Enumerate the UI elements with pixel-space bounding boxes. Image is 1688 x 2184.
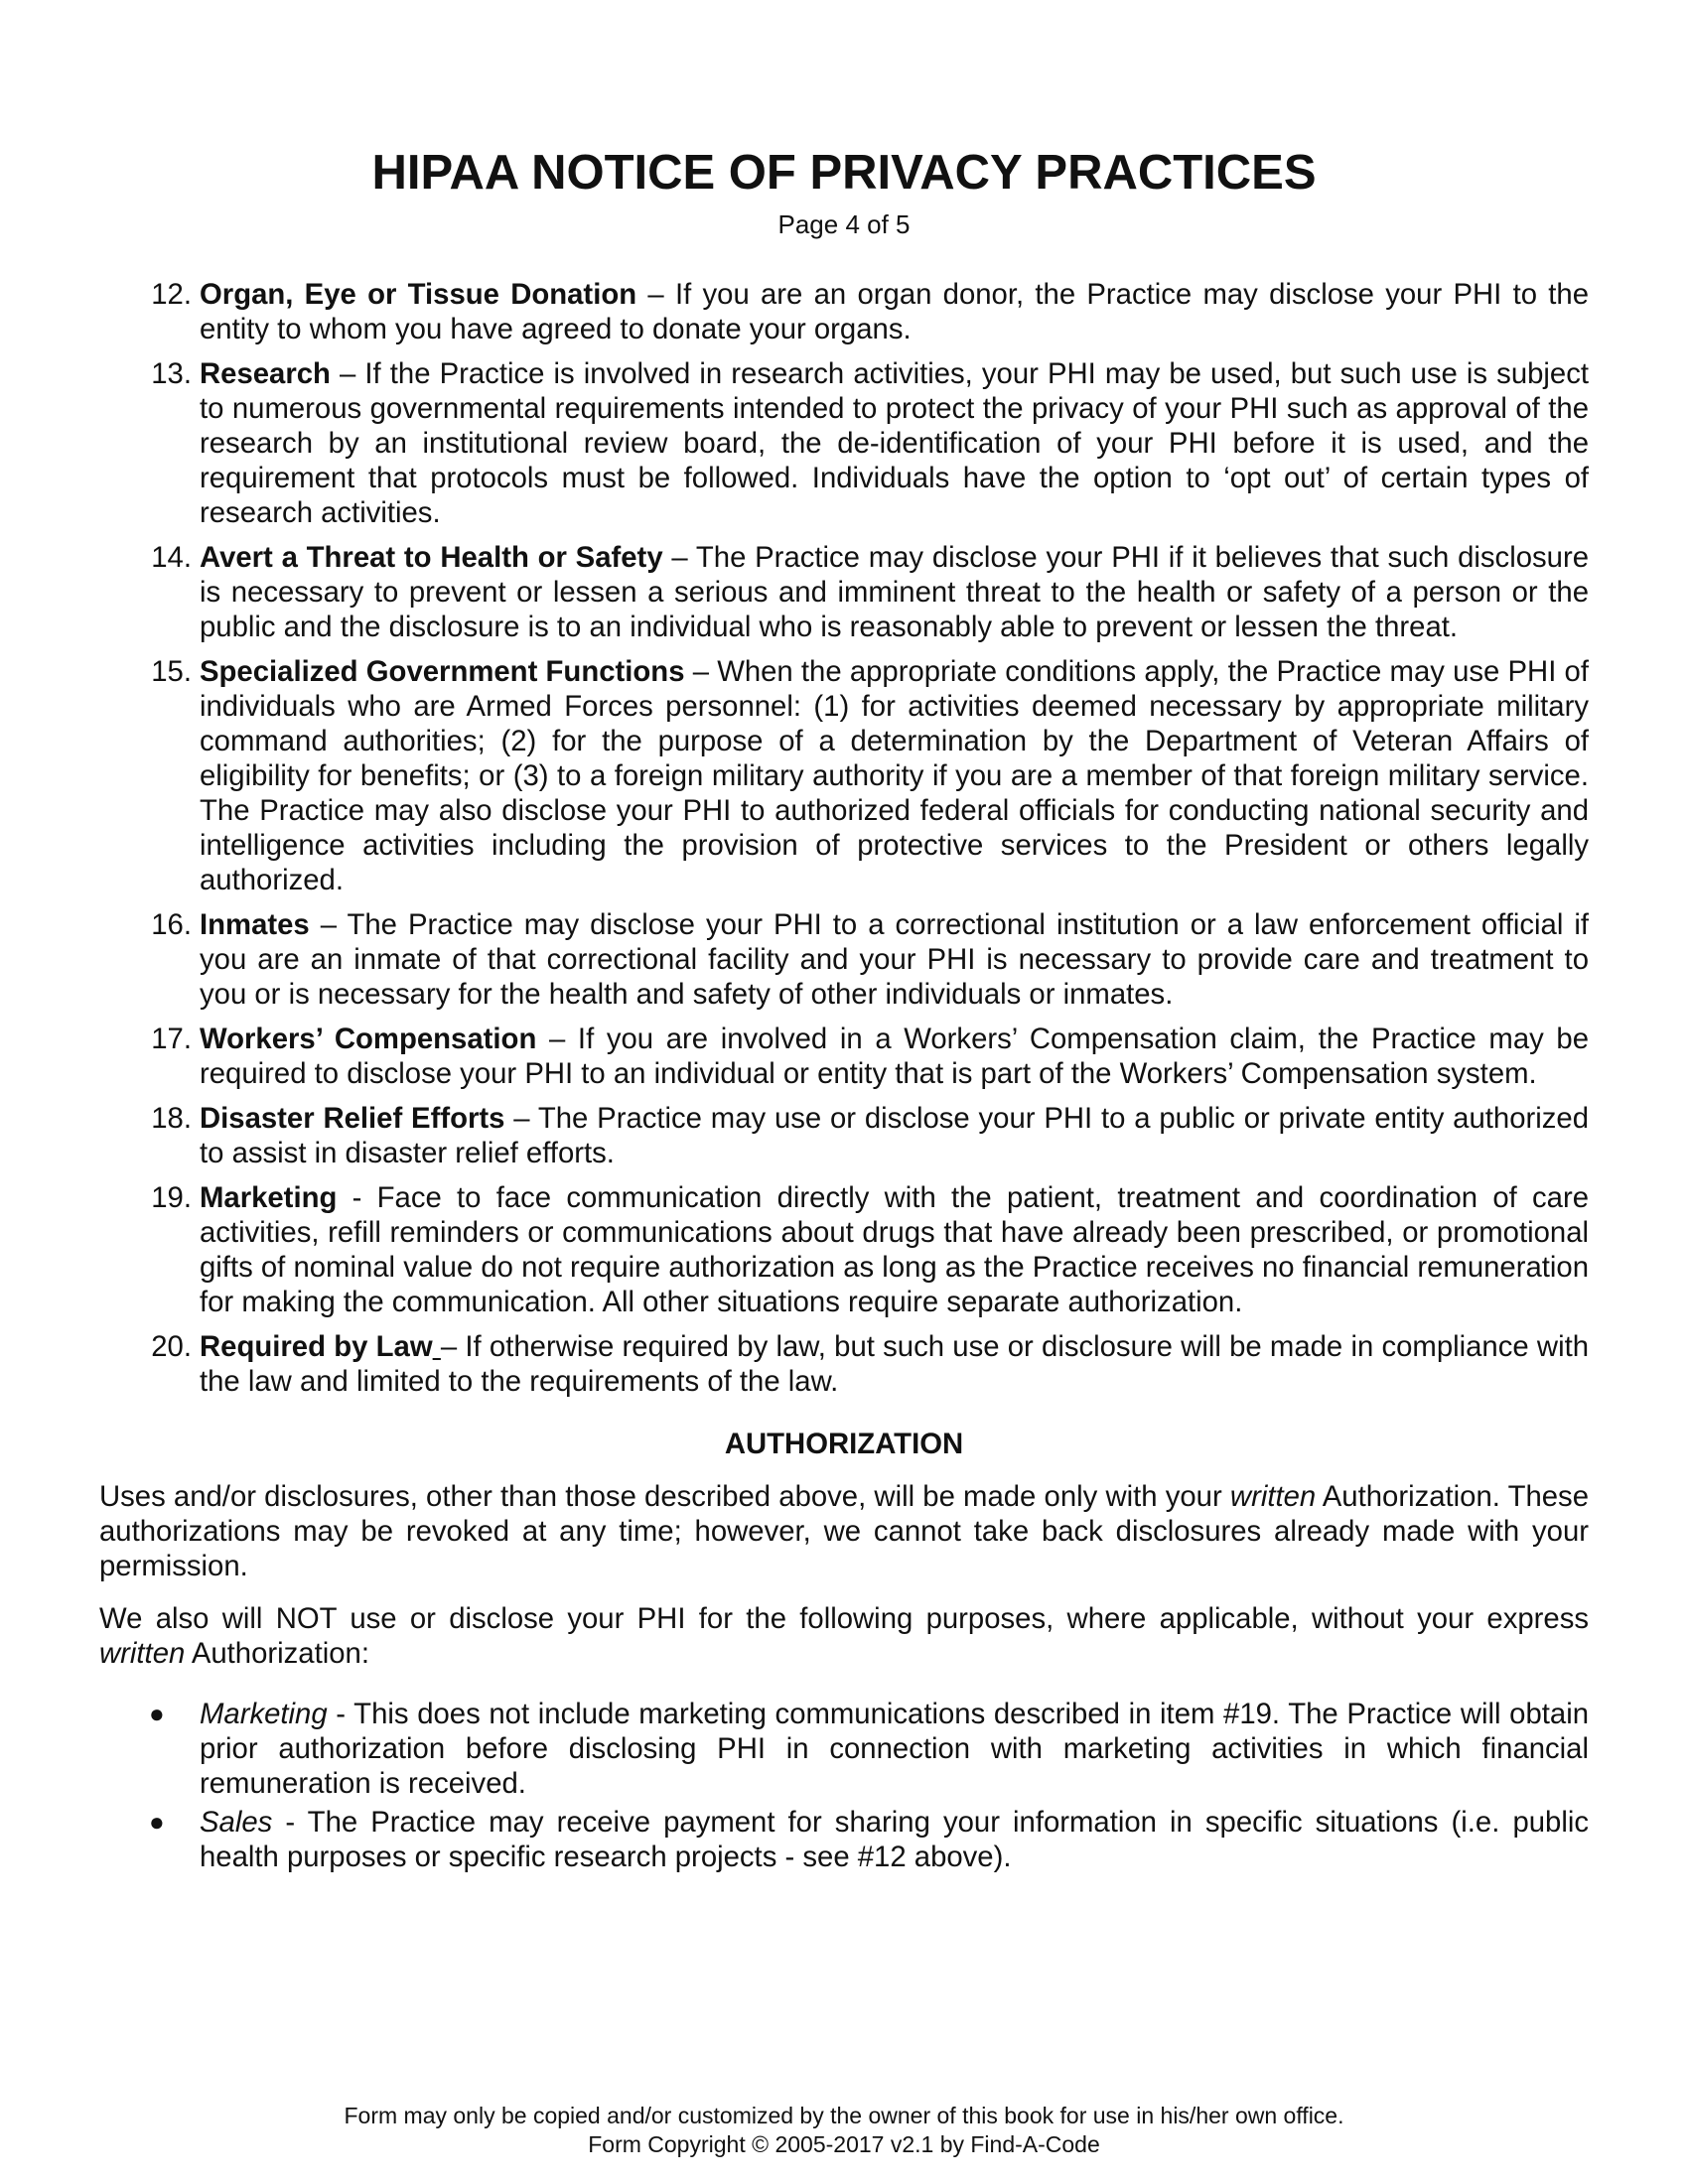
bullet-item <box>99 1805 1589 1874</box>
item-heading: Disaster Relief Efforts <box>200 1102 505 1135</box>
item-number: 16. <box>151 908 192 941</box>
item-number: 13. <box>151 357 192 390</box>
item-text: – If otherwise required by law, but such use or disclosure will be made in compliance with the law and limited to the requirements of the law. <box>200 1330 1590 1398</box>
item-heading: Research <box>200 357 331 390</box>
page-footer <box>0 2102 1688 2159</box>
item-heading: Inmates <box>200 908 310 941</box>
emphasis-text: written <box>99 1637 186 1670</box>
item-text: - Face to face communication directly with the patient, treatment and coordination of care activities, refill reminders or communications about drugs that have already been prescribed, or promotional gifts of nominal value do not require authorization as long as the Practice receives no financial remuneration for making the communication. All other situations require separate authorization. <box>200 1181 1589 1318</box>
item-text: – If you are involved in a Workers’ Compensation claim, the Practice may be required to disclose your PHI to an individual or entity that is part of the Workers’ Compensation system. <box>200 1023 1589 1090</box>
list-item <box>99 1022 1589 1091</box>
page-title: HIPAA NOTICE OF PRIVACY PRACTICES <box>371 146 1317 200</box>
item-heading: Marketing <box>200 1181 338 1214</box>
item-text: – If you are an organ donor, the Practice may disclose your PHI to the entity to whom you have agreed to donate your organs. <box>200 278 1590 345</box>
list-item <box>99 1329 1589 1399</box>
numbered-list <box>99 277 1589 1399</box>
list-item <box>99 907 1589 1012</box>
bullet-icon: ● <box>149 1807 165 1837</box>
bullet-text: - This does not include marketing communications described in item #19. The Practice will obtain prior authorization before disclosing PHI in connection with marketing activities in which financial remuneration is received. <box>200 1698 1589 1800</box>
bullet-term: Sales <box>200 1806 273 1839</box>
footer-copyright: Form Copyright © 2005-2017 v2.1 by Find-A-Code <box>588 2131 1100 2157</box>
item-number: 19. <box>151 1181 192 1214</box>
bullet-item <box>99 1697 1589 1801</box>
item-heading: Required by Law <box>200 1330 433 1363</box>
paragraph-text: We also will NOT use or disclose your PHI for the following purposes, where applicable, without your express <box>99 1602 1589 1635</box>
item-text: – If the Practice is involved in research activities, your PHI may be used, but such use is subject to numerous governmental requirements intended to protect the privacy of your PHI such as approval of the research by an institutional review board, the de-identification of your PHI before it is used, and the requirement that protocols must be followed. Individuals have the option to ‘opt out’ of certain types of research activities. <box>200 357 1589 529</box>
item-heading: Workers’ Compensation <box>200 1023 537 1055</box>
emphasis-text: written <box>1229 1480 1317 1513</box>
paragraph-text: Uses and/or disclosures, other than those described above, will be made only with your <box>99 1480 1230 1513</box>
list-item <box>99 1101 1589 1170</box>
item-number: 12. <box>151 278 192 311</box>
item-heading: Organ, Eye or Tissue Donation <box>200 278 637 311</box>
bullet-term: Marketing <box>200 1698 328 1730</box>
list-item <box>99 277 1589 346</box>
page-number: Page 4 of 5 <box>777 209 911 239</box>
paragraph-text: Authorization. These authorizations may be revoked at any time; however, we cannot take back disclosures already made with your permission. <box>99 1480 1589 1582</box>
list-item <box>99 356 1589 530</box>
section-heading-authorization: AUTHORIZATION <box>724 1428 964 1460</box>
item-text: – The Practice may use or disclose your PHI to a public or private entity authorized to assist in disaster relief efforts. <box>200 1102 1589 1169</box>
list-item <box>99 654 1589 897</box>
bullet-icon: ● <box>149 1699 165 1728</box>
list-item <box>99 1180 1589 1319</box>
footer-usage-note: Form may only be copied and/or customized by the owner of this book for use in his/her own office. <box>344 2103 1344 2128</box>
item-text: – When the appropriate conditions apply, the Practice may use PHI of individuals who are Armed Forces personnel: (1) for activities deemed necessary by appropriate military command authorities; (2) for the purpose of a determination by the Department of Veteran Affairs of eligibility for benefits; or (3) to a foreign military authority if you are a member of that foreign military service. The Practice may also disclose your PHI to authorized federal officials for conducting national security and intelligence activities including the provision of protective services to the President or others legally authorized. <box>200 655 1589 896</box>
item-number: 20. <box>151 1330 192 1363</box>
paragraph-text: Authorization: <box>185 1637 369 1670</box>
item-text: – The Practice may disclose your PHI if it believes that such disclosure is necessary to prevent or lessen a serious and imminent threat to the health or safety of a person or the public and the disclosure is to an individual who is reasonably able to prevent or lessen the threat. <box>200 541 1590 643</box>
authorization-paragraph <box>99 1479 1589 1583</box>
item-number: 18. <box>151 1102 192 1135</box>
item-number: 17. <box>151 1023 192 1055</box>
purposes-paragraph <box>99 1601 1589 1671</box>
item-number: 14. <box>151 541 192 574</box>
list-item <box>99 540 1589 644</box>
item-number: 15. <box>151 655 192 688</box>
document-body <box>99 277 1589 1878</box>
item-heading: Specialized Government Functions <box>200 655 685 688</box>
item-heading: Avert a Threat to Health or Safety <box>200 541 663 574</box>
item-text: – The Practice may disclose your PHI to a correctional institution or a law enforcement official if you are an inmate of that correctional facility and your PHI is necessary to provide care and treatment to you or is necessary for the health and safety of other individuals or inmates. <box>200 908 1589 1011</box>
bullet-text: - The Practice may receive payment for sharing your information in specific situations (i.e. public health purposes or specific research projects - see #12 above). <box>200 1806 1589 1873</box>
bullet-list <box>99 1697 1589 1874</box>
